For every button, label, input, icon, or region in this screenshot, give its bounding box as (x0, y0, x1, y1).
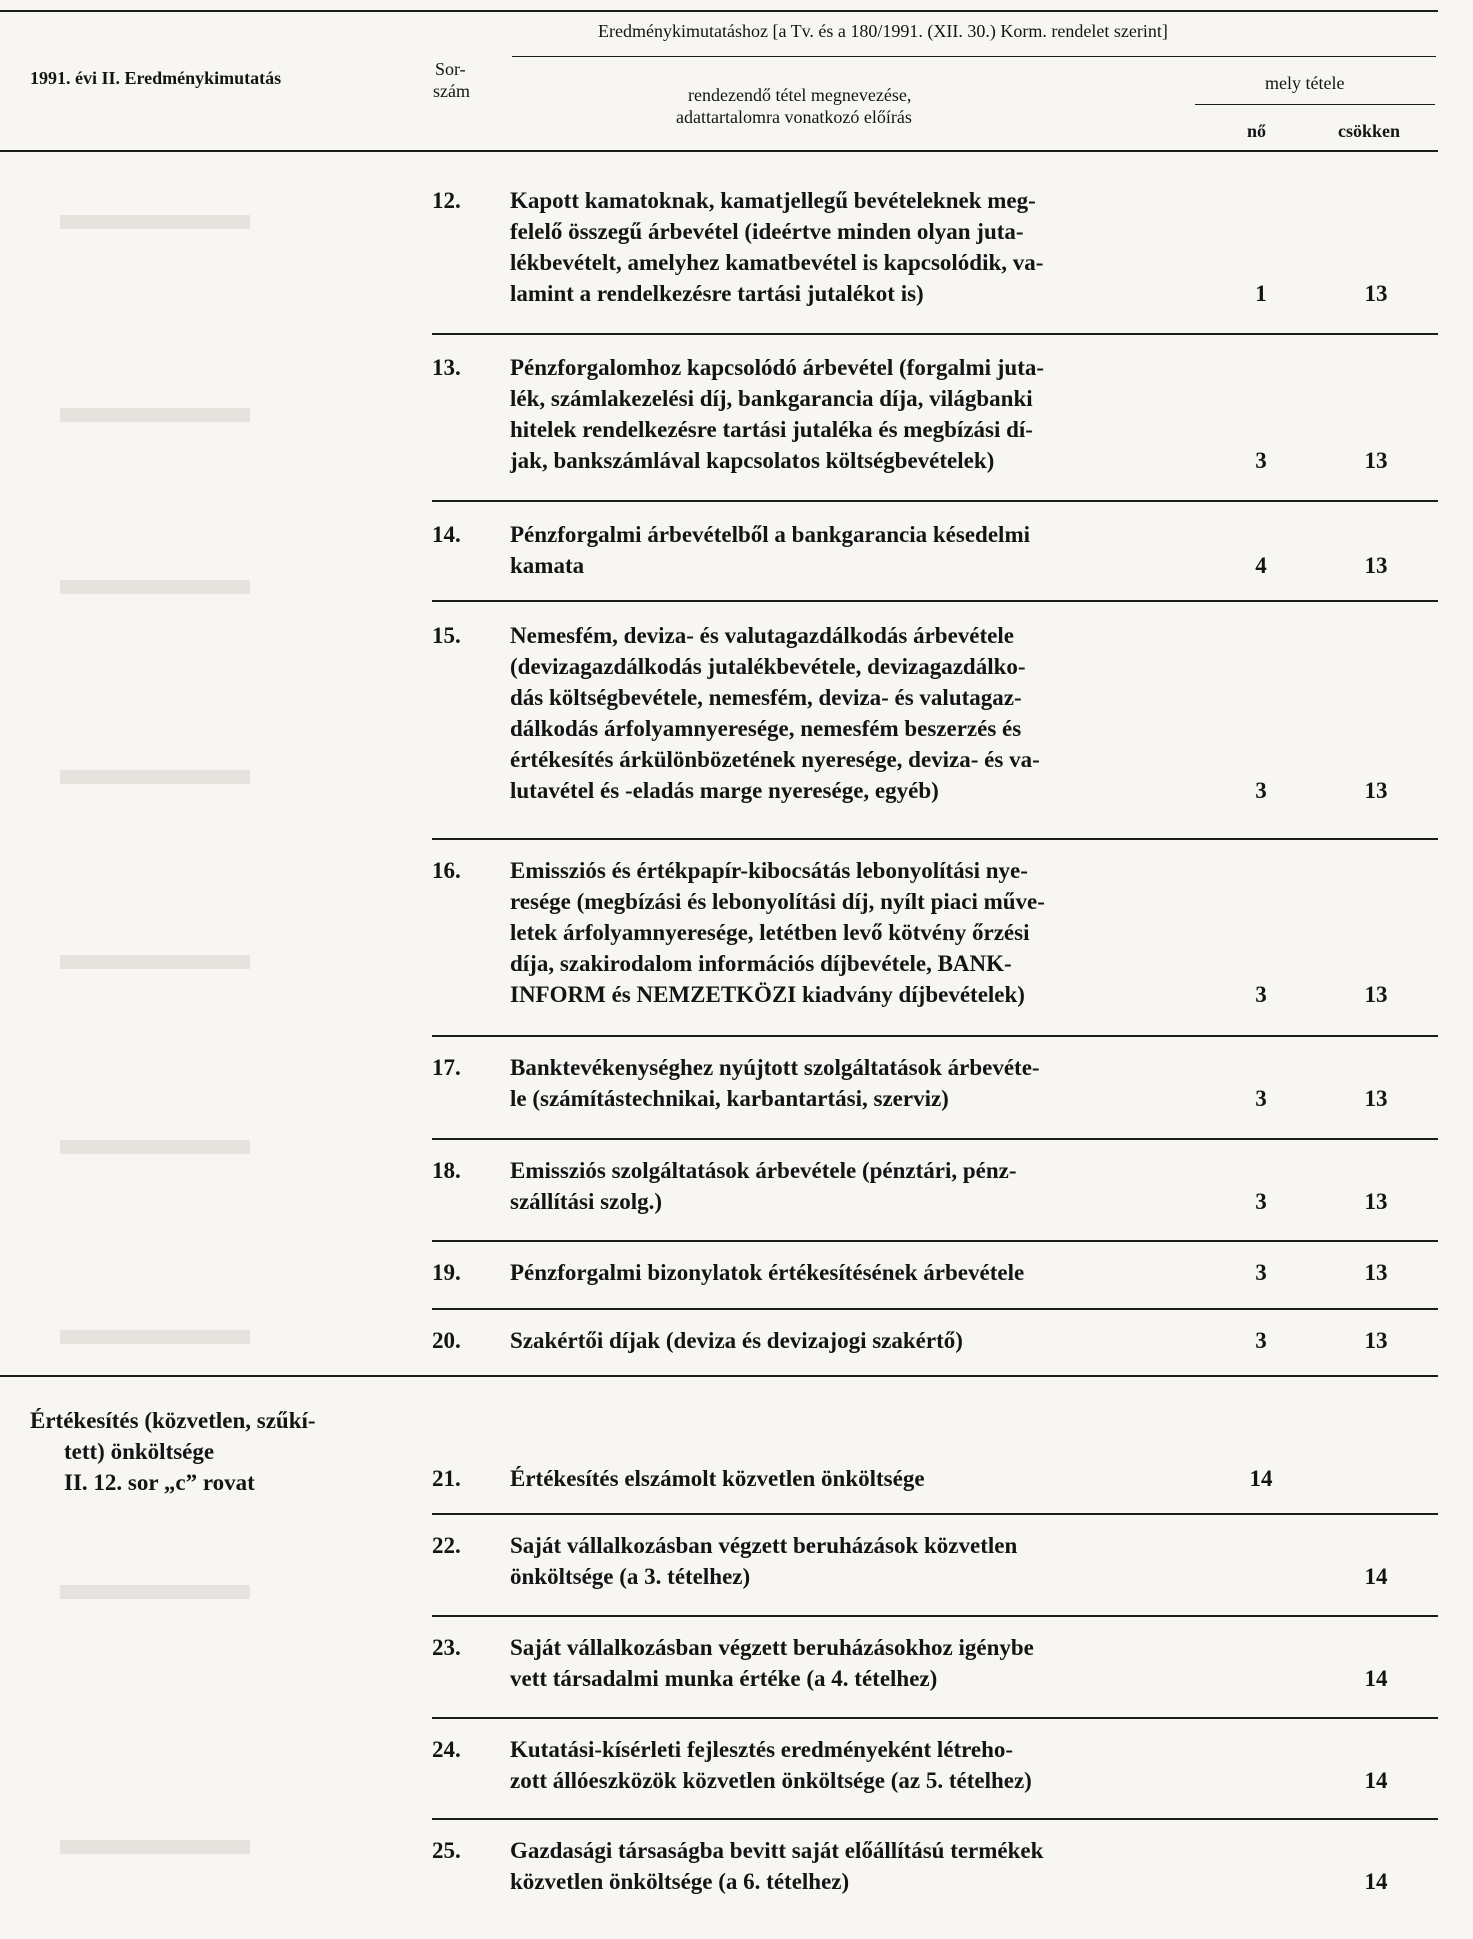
row-no-value: 3 (1255, 982, 1267, 1007)
bleed-through-mark (60, 1330, 250, 1344)
row-description (510, 1463, 1162, 1494)
row-csokken-value: 13 (1364, 982, 1388, 1007)
row-no-value: 3 (1255, 778, 1267, 803)
row-no-value: 3 (1255, 1086, 1267, 1111)
row-number: 18. (432, 1158, 461, 1183)
row-description-line: Banktevékenységhez nyújtott szolgáltatások árbevéte- (510, 1055, 1040, 1080)
row-description-line: lék, számlakezelési díj, bankgarancia díja, világbanki (510, 386, 1033, 411)
row-separator (432, 1513, 1438, 1515)
header-item-col-line1: rendezendő tétel megnevezése, (688, 85, 912, 105)
left-group-line2: tett) önköltsége (64, 1439, 215, 1464)
row-number: 20. (432, 1328, 461, 1353)
row-csokken-value: 14 (1364, 1666, 1388, 1691)
row-number: 22. (432, 1533, 461, 1558)
row-description (510, 1325, 1162, 1356)
row-no-value: 14 (1249, 1466, 1273, 1491)
row-description (510, 1835, 1162, 1897)
bleed-through-mark (60, 1140, 250, 1154)
row-separator (432, 1240, 1438, 1242)
row-description-line: értékesítés árkülönbözetének nyeresége, deviza- és va- (510, 747, 1040, 772)
row-description-line: Pénzforgalomhoz kapcsolódó árbevétel (forgalmi juta- (510, 355, 1045, 380)
row-description-line: Értékesítés elszámolt közvetlen önköltsége (510, 1466, 925, 1491)
row-description-line: Pénzforgalmi árbevételből a bankgarancia késedelmi (510, 522, 1030, 547)
row-description (510, 1052, 1162, 1114)
row-separator (432, 1308, 1438, 1310)
left-group-line1: Értékesítés (közvetlen, szűkí- (30, 1408, 316, 1433)
row-description-line: Saját vállalkozásban végzett beruházásokhoz igénybe (510, 1635, 1034, 1660)
row-csokken-value: 13 (1364, 778, 1388, 803)
row-description (510, 519, 1162, 581)
bleed-through-mark (60, 955, 250, 969)
row-description-line: lamint a rendelkezésre tartási jutalékot is) (510, 281, 924, 306)
bleed-through-mark (60, 580, 250, 594)
header-group-rule (512, 56, 1436, 57)
row-description (510, 1257, 1162, 1288)
row-description (510, 1155, 1162, 1217)
row-description-line: dálkodás árfolyamnyeresége, nemesfém beszerzés és (510, 716, 1022, 741)
row-csokken-value: 14 (1364, 1564, 1388, 1589)
row-separator (432, 600, 1438, 602)
row-description-line: Szakértői díjak (deviza és devizajogi szakértő) (510, 1328, 963, 1353)
row-description-line: Saját vállalkozásban végzett beruházások közvetlen (510, 1533, 1018, 1558)
row-separator (432, 1818, 1438, 1820)
bleed-through-mark (60, 215, 250, 229)
row-description-line: (devizagazdálkodás jutalékbevétele, devizagazdálko- (510, 654, 1026, 679)
row-description-line: közvetlen önköltsége (a 6. tételhez) (510, 1869, 850, 1894)
row-description-line: lékbevételt, amelyhez kamatbevétel is kapcsolódik, va- (510, 250, 1044, 275)
row-description (510, 1530, 1162, 1592)
row-description-line: Kutatási-kísérleti fejlesztés eredményeként létreho- (510, 1737, 1014, 1762)
row-csokken-value: 13 (1364, 281, 1388, 306)
row-csokken-value: 13 (1364, 448, 1388, 473)
row-description (510, 1632, 1162, 1694)
row-separator (432, 500, 1438, 502)
row-description-line: dás költségbevétele, nemesfém, deviza- és valutagaz- (510, 685, 1022, 710)
row-no-value: 4 (1255, 553, 1267, 578)
row-description-line: zott állóeszközök közvetlen önköltsége (az 5. tételhez) (510, 1768, 1032, 1793)
row-description (510, 185, 1162, 309)
row-description-line: Gazdasági társaságba bevitt saját előállítású termékek (510, 1838, 1044, 1863)
row-description-line: Kapott kamatoknak, kamatjellegű bevételeknek meg- (510, 188, 1036, 213)
header-sorszam-line1: Sor- (435, 59, 466, 79)
row-description-line: kamata (510, 553, 585, 578)
row-description (510, 855, 1162, 1010)
header-mely-tetele: mely tétele (1265, 73, 1345, 93)
row-description-line: Emissziós szolgáltatások árbevétele (pénztári, pénz- (510, 1158, 1017, 1183)
header-item-col-line2: adattartalomra vonatkozó előírás (676, 107, 912, 127)
row-no-value: 3 (1255, 448, 1267, 473)
row-number: 13. (432, 355, 461, 380)
bleed-through-mark (60, 770, 250, 784)
row-number: 14. (432, 522, 461, 547)
row-number: 12. (432, 188, 461, 213)
row-description-line: lutavétel és -eladás marge nyeresége, egyéb) (510, 778, 939, 803)
bleed-through-mark (60, 1585, 250, 1599)
header-mely-rule (1195, 104, 1435, 105)
row-no-value: 3 (1255, 1328, 1267, 1353)
row-number: 16. (432, 858, 461, 883)
row-number: 17. (432, 1055, 461, 1080)
header-left-title: 1991. évi II. Eredménykimutatás (30, 68, 282, 88)
header-group-title: Eredménykimutatáshoz [a Tv. és a 180/1991. (XII. 30.) Korm. rendelet szerint] (598, 21, 1168, 41)
row-description-line: felelő összegű árbevétel (ideértve minden olyan juta- (510, 219, 1024, 244)
row-description-line: Emissziós és értékpapír-kibocsátás lebonyolítási nye- (510, 858, 1028, 883)
header-top-rule (0, 10, 1438, 12)
header-sorszam-line2: szám (433, 81, 470, 101)
bleed-through-mark (60, 408, 250, 422)
row-description-line: önköltsége (a 3. tételhez) (510, 1564, 751, 1589)
row-description-line: le (számítástechnikai, karbantartási, szerviz) (510, 1086, 949, 1111)
row-description (510, 1734, 1162, 1796)
row-description-line: letek árfolyamnyeresége, letétben levő kötvény őrzési (510, 920, 1030, 945)
row-separator (432, 838, 1438, 840)
row-description-line: hitelek rendelkezésre tartási jutaléka és megbízási dí- (510, 417, 1033, 442)
row-no-value: 3 (1255, 1260, 1267, 1285)
row-description-line: díja, szakirodalom információs díjbevétele, BANK- (510, 951, 1012, 976)
row-description (510, 352, 1162, 476)
row-csokken-value: 13 (1364, 1189, 1388, 1214)
bleed-through-mark (60, 1840, 250, 1854)
row-csokken-value: 13 (1364, 553, 1388, 578)
row-separator (432, 333, 1438, 335)
left-group-line3: II. 12. sor „c” rovat (64, 1470, 255, 1495)
row-separator (432, 1615, 1438, 1617)
row-description-line: INFORM és NEMZETKÖZI kiadvány díjbevételek) (510, 982, 1025, 1007)
row-no-value: 3 (1255, 1189, 1267, 1214)
header-csokken-label: csökken (1338, 121, 1401, 141)
row-description-line: szállítási szolg.) (510, 1189, 663, 1214)
header-no-label: nő (1247, 121, 1267, 141)
row-separator (432, 1717, 1438, 1719)
row-description-line: Pénzforgalmi bizonylatok értékesítésének árbevétele (510, 1260, 1025, 1285)
header-bottom-rule (0, 150, 1438, 152)
row-csokken-value: 13 (1364, 1328, 1388, 1353)
row-description-line: resége (megbízási és lebonyolítási díj, nyílt piaci műve- (510, 889, 1045, 914)
row-csokken-value: 14 (1364, 1869, 1388, 1894)
row-number: 19. (432, 1260, 461, 1285)
row-number: 21. (432, 1466, 461, 1491)
row-csokken-value: 13 (1364, 1260, 1388, 1285)
row-separator (432, 1138, 1438, 1140)
row-number: 15. (432, 623, 461, 648)
row-separator (0, 1375, 1438, 1377)
row-csokken-value: 14 (1364, 1768, 1388, 1793)
row-number: 23. (432, 1635, 461, 1660)
row-description-line: vett társadalmi munka értéke (a 4. tételhez) (510, 1666, 938, 1691)
row-description-line: jak, bankszámlával kapcsolatos költségbevételek) (510, 448, 995, 473)
row-csokken-value: 13 (1364, 1086, 1388, 1111)
row-description (510, 620, 1162, 806)
row-number: 25. (432, 1838, 461, 1863)
row-description-line: Nemesfém, deviza- és valutagazdálkodás árbevétele (510, 623, 1014, 648)
row-no-value: 1 (1255, 281, 1267, 306)
row-separator (432, 1035, 1438, 1037)
row-number: 24. (432, 1737, 461, 1762)
